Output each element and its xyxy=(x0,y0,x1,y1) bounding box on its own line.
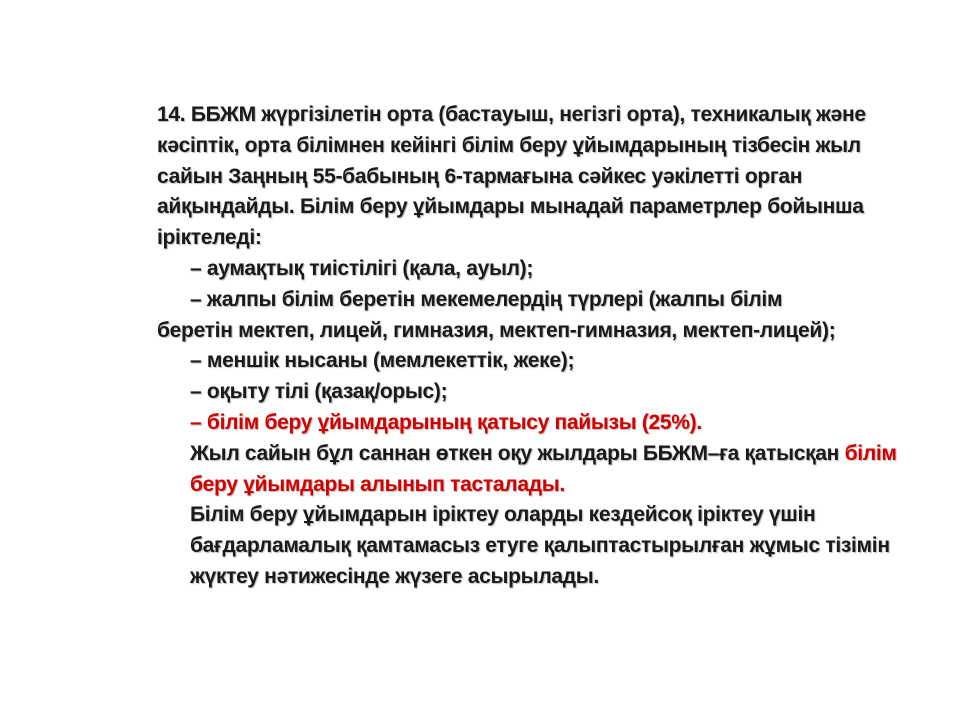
list-item-language: – оқыту тілі (қазақ/орыс); xyxy=(190,380,448,404)
yearly-paragraph xyxy=(157,439,897,501)
intro-paragraph: 14. ББЖМ жүргізілетін орта (бастауыш, негізгі орта), техникалық және кәсіптік, орта білімнен кейінгі білім беру ұйымдарының тізбесін жыл сайын Заңның 55-бабының 6-тармағына сәйкес уәкілетті орган айқындайды. Білім беру ұйымдары мынадай параметрлер бойынша іріктеледі: xyxy=(157,103,866,250)
list-item-participation-highlight: – білім беру ұйымдарының қатысу пайызы (25%). xyxy=(190,410,702,434)
slide-text-body xyxy=(157,100,897,593)
list-item-institution-types: – жалпы білім беретін мекемелердің түрлері (жалпы білім xyxy=(190,287,783,311)
list-item-territory: – аумақтық тиістілігі (қала, ауыл); xyxy=(190,256,534,280)
yearly-highlight: білім беру ұйымдары алынып тасталады. xyxy=(190,441,897,496)
list-item-institution-types-cont: беретін мектеп, лицей, гимназия, мектеп-гимназия, мектеп-лицей); xyxy=(157,318,836,342)
yearly-text: Жыл сайын бұл саннан өткен оқу жылдары ББЖМ–ға қатысқан xyxy=(190,441,840,465)
closing-paragraph: Білім беру ұйымдарын іріктеу оларды кездейсоқ іріктеу үшін бағдарламалық қамтамасыз етуге қалыптастырылған жұмыс тізімін жүктеу нәтижесінде жүзеге асырылады. xyxy=(190,503,890,588)
list-item-ownership: – меншік нысаны (мемлекеттік, жеке); xyxy=(190,349,575,373)
